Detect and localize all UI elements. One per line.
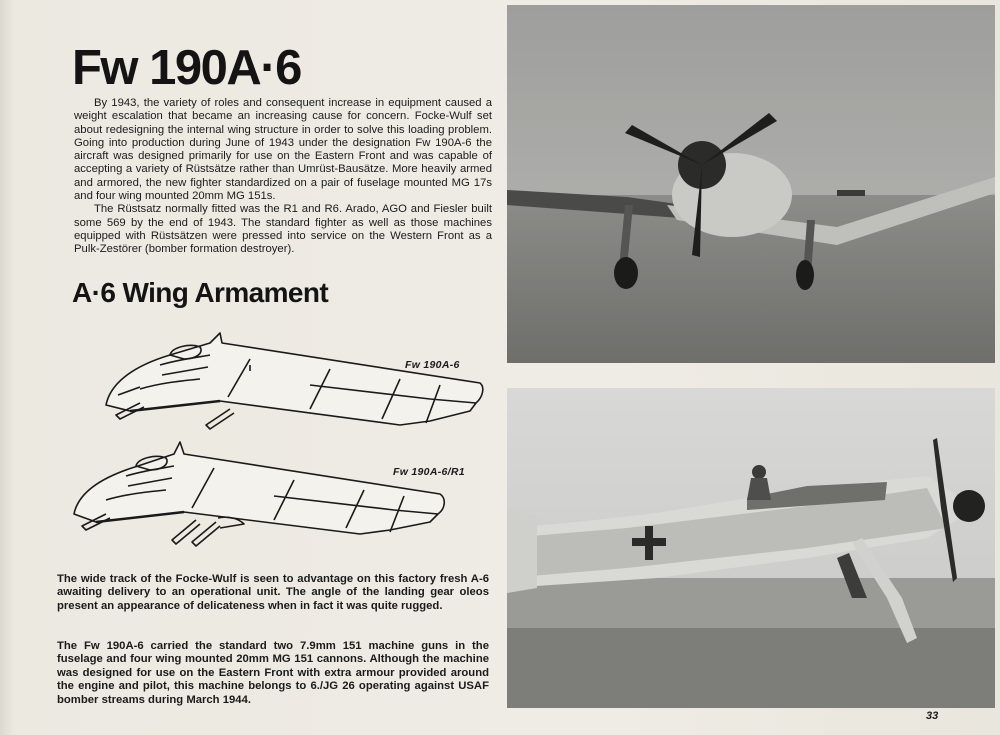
intro-paragraph-1: By 1943, the variety of roles and consequent increase in equipment caused a weight escalation that became an increasing cause for concern. Focke-Wulf set about redesigning the internal wing structure in order to solve this loading problem. Going into production during June of 1943 under the designation Fw 190A-6 the aircraft was designed primarily for use on the Eastern Front and was capable of accepting a variety of Rüstsätze rather than Umrüst-Bausätze. More heavily armed and armored, the new fighter standardized on a pair of fuselage mounted MG 17s and four wing mounted 20mm MG 151s.: [74, 97, 492, 203]
wing-label-a6: Fw 190A-6: [405, 359, 460, 371]
intro-paragraph-2: The Rüstsatz normally fitted was the R1 and R6. Arado, AGO and Fiesler built some 569 by the end of 1943. The standard fighter as well as those machines equipped with Rüstsätzen were pressed into service on the Western Front as a Pulk-Zestörer (bomber formation destroyer).: [74, 203, 492, 256]
wing-label-a6-r1: Fw 190A-6/R1: [393, 466, 465, 478]
page-number: 33: [926, 710, 939, 722]
wing-diagram-a6-r1: [68, 438, 458, 553]
photo-caption-1: The wide track of the Focke-Wulf is seen to advantage on this factory fresh A-6 awaiting delivery to an operational unit. The angle of the landing gear oleos present an appearance of delicateness when in fact it was quite rugged.: [57, 573, 489, 612]
photo-fw190-front-view: [507, 5, 995, 363]
intro-text: [74, 97, 492, 257]
photo-caption-2: The Fw 190A-6 carried the standard two 7.9mm 151 machine guns in the fuselage and four wing mounted 20mm MG 151 cannons. Although the machine was designed for use on the Eastern Front with extra armour provided around the engine and pilot, this machine belongs to 6./JG 26 operating against USAF bomber streams during March 1944.: [57, 640, 489, 706]
page-title: Fw 190A·6: [72, 41, 301, 95]
section-heading: A·6 Wing Armament: [72, 277, 329, 308]
photo-fw190-side-view: [507, 388, 995, 708]
wing-diagram-a6: [100, 325, 490, 435]
